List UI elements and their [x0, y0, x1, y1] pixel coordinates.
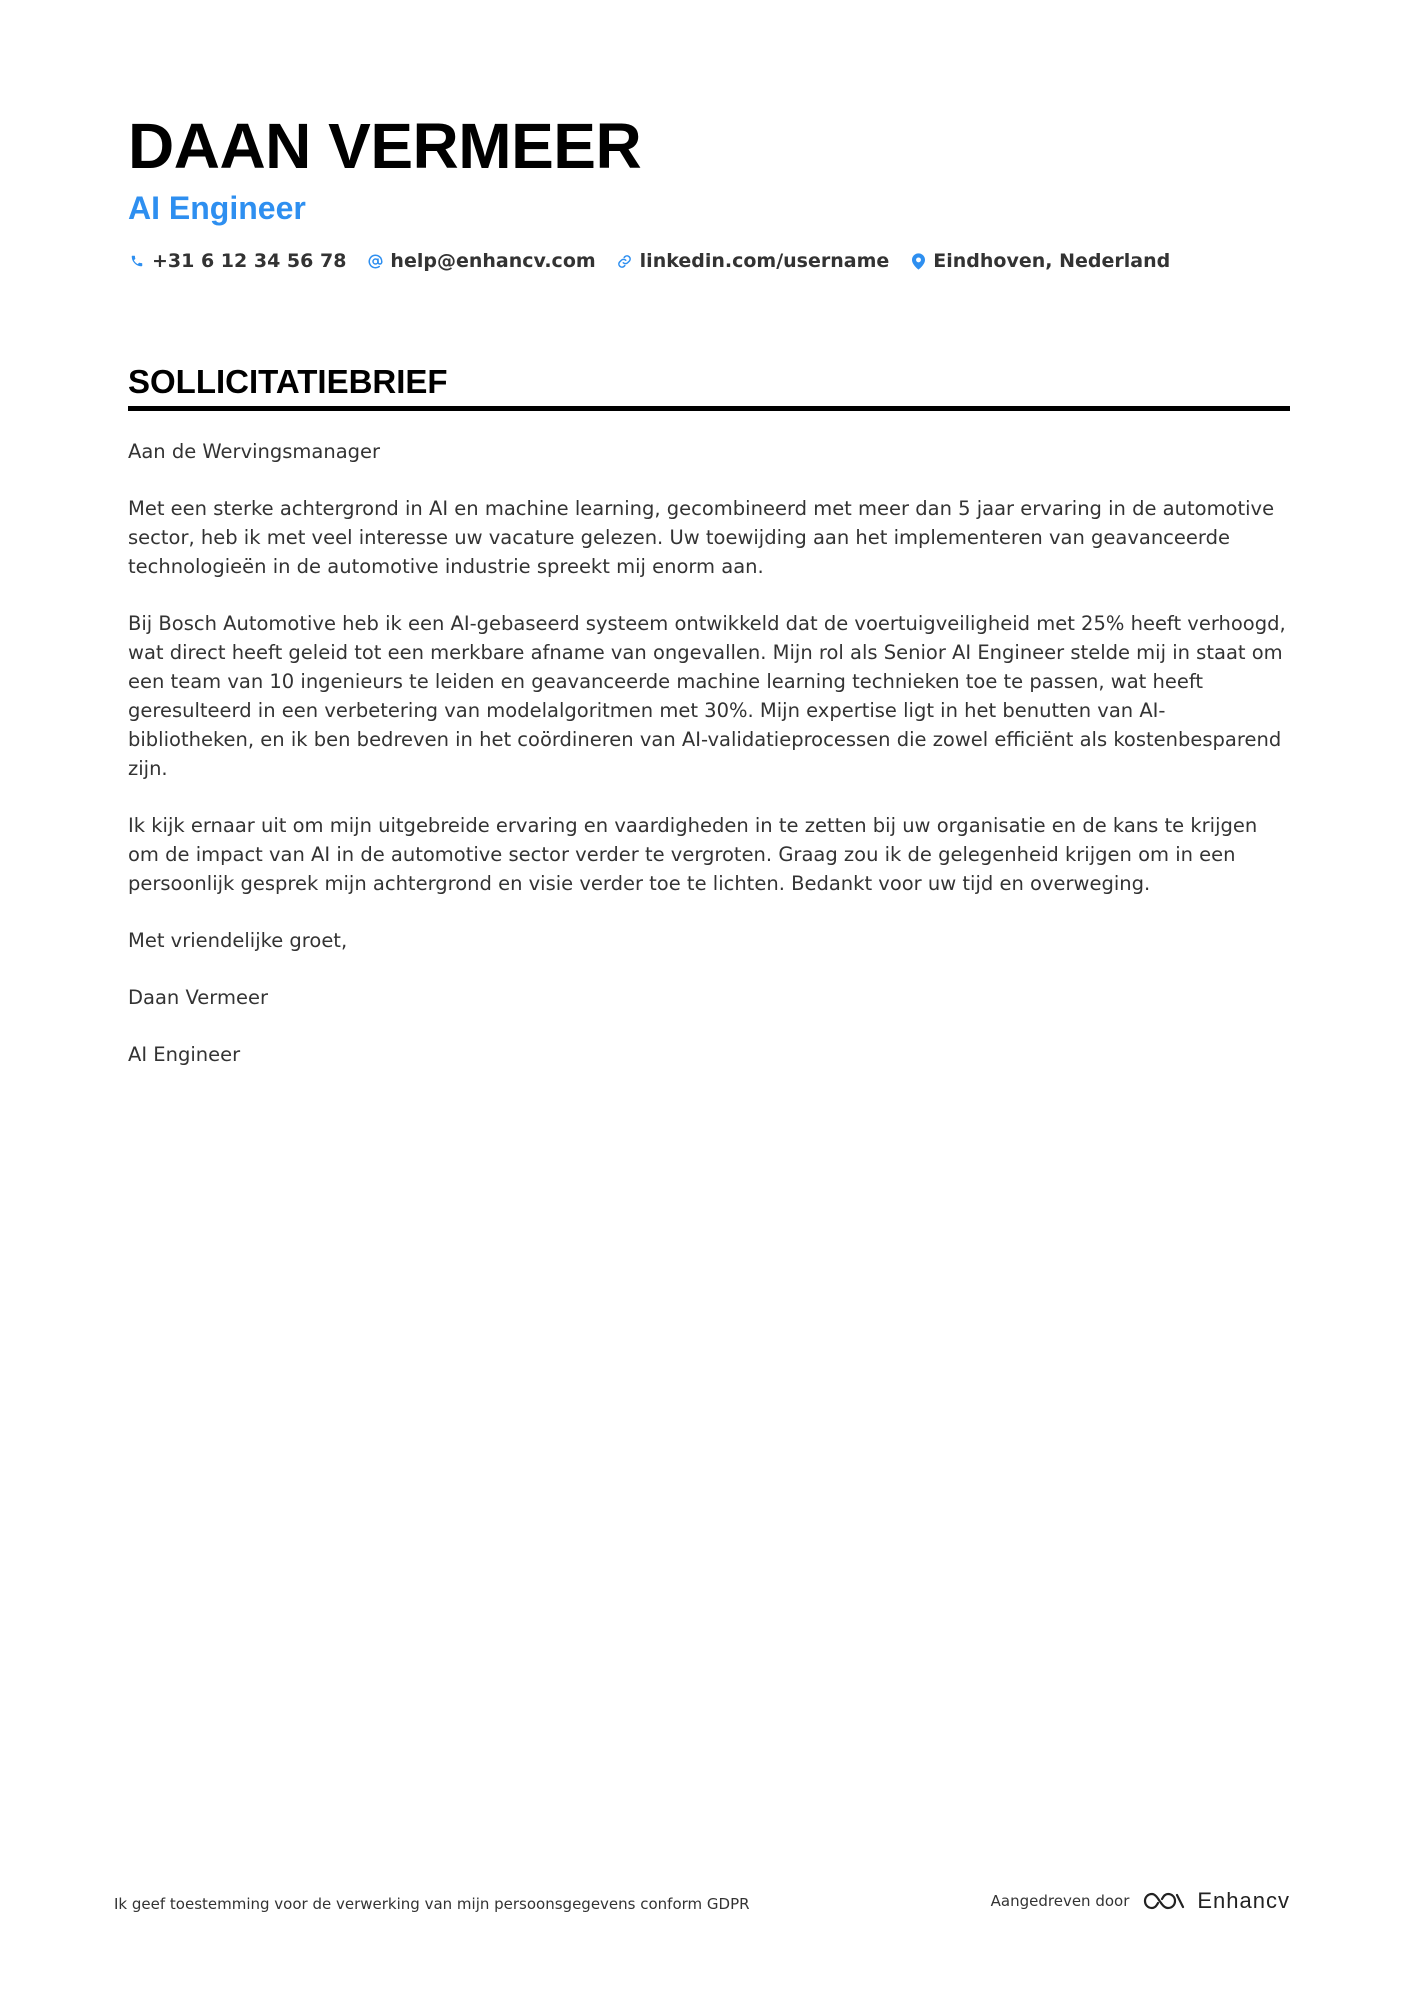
- cover-letter-page: [128, 108, 1290, 1097]
- powered-by-label: Aangedreven door: [990, 1892, 1130, 1910]
- candidate-title: AI Engineer: [128, 190, 306, 226]
- heading-divider: [128, 406, 1290, 411]
- contact-phone-text: +31 6 12 34 56 78: [152, 250, 347, 272]
- contact-bar: [128, 250, 1290, 272]
- letter-paragraph: Met een sterke achtergrond in AI en machine learning, gecombineerd met meer dan 5 jaar ervaring in de automotive sector, heb ik met veel interesse uw vacature gelezen. Uw toewijding aan het implementeren van geavanceerde technologieën in de automotive industrie spreekt mij enorm aan.: [128, 497, 1275, 578]
- letter-salutation: Aan de Wervingsmanager: [128, 440, 381, 463]
- phone-icon: [128, 251, 146, 271]
- signature-title: AI Engineer: [128, 1043, 241, 1066]
- contact-location: [909, 250, 1170, 272]
- enhancv-brand-name: Enhancv: [1197, 1888, 1290, 1913]
- gdpr-consent: Ik geef toestemming voor de verwerking van mijn persoonsgegevens conform GDPR: [114, 1895, 750, 1913]
- contact-phone[interactable]: [128, 250, 346, 272]
- location-pin-icon: [909, 251, 927, 271]
- letter-closing: Met vriendelijke groet,: [128, 929, 348, 952]
- enhancv-logo-icon: [1141, 1888, 1187, 1914]
- letter-paragraph: Ik kijk ernaar uit om mijn uitgebreide ervaring en vaardigheden in te zetten bij uw organisatie en de kans te krijgen om de impact van AI in de automotive sector verder te vergroten. Graag zou ik de gelegenheid krijgen om in een persoonlijk gesprek mijn achtergrond en visie verder toe te lichten. Bedankt voor uw tijd en overweging.: [128, 814, 1258, 895]
- signature-name: Daan Vermeer: [128, 986, 268, 1009]
- contact-email-text: help@enhancv.com: [390, 250, 596, 272]
- contact-linkedin[interactable]: [616, 250, 890, 272]
- section-heading: SOLLICITATIEBRIEF: [128, 363, 448, 400]
- contact-location-text: Eindhoven, Nederland: [933, 250, 1171, 272]
- letter-body: [128, 437, 1290, 1069]
- link-icon: [616, 251, 634, 271]
- contact-linkedin-text: linkedin.com/username: [639, 250, 890, 272]
- contact-email[interactable]: [366, 250, 595, 272]
- enhancv-brand[interactable]: [1141, 1888, 1290, 1914]
- letter-paragraph: Bij Bosch Automotive heb ik een AI-gebaseerd systeem ontwikkeld dat de voertuigveiligheid met 25% heeft verhoogd, wat direct heeft geleid tot een merkbare afname van ongevallen. Mijn rol als Senior AI Engineer stelde mij in staat om een team van 10 ingenieurs te leiden en geavanceerde machine learning technieken toe te passen, wat heeft geresulteerd in een verbetering van modelalgoritmen met 30%. Mijn expertise ligt in het benutten van AI-bibliotheken, en ik ben bedreven in het coördineren van AI-validatieprocessen die zowel efficiënt als kostenbesparend zijn.: [128, 612, 1286, 780]
- candidate-name: DAAN VERMEER: [128, 110, 642, 182]
- powered-by[interactable]: [991, 1888, 1290, 1914]
- at-icon: [366, 251, 384, 271]
